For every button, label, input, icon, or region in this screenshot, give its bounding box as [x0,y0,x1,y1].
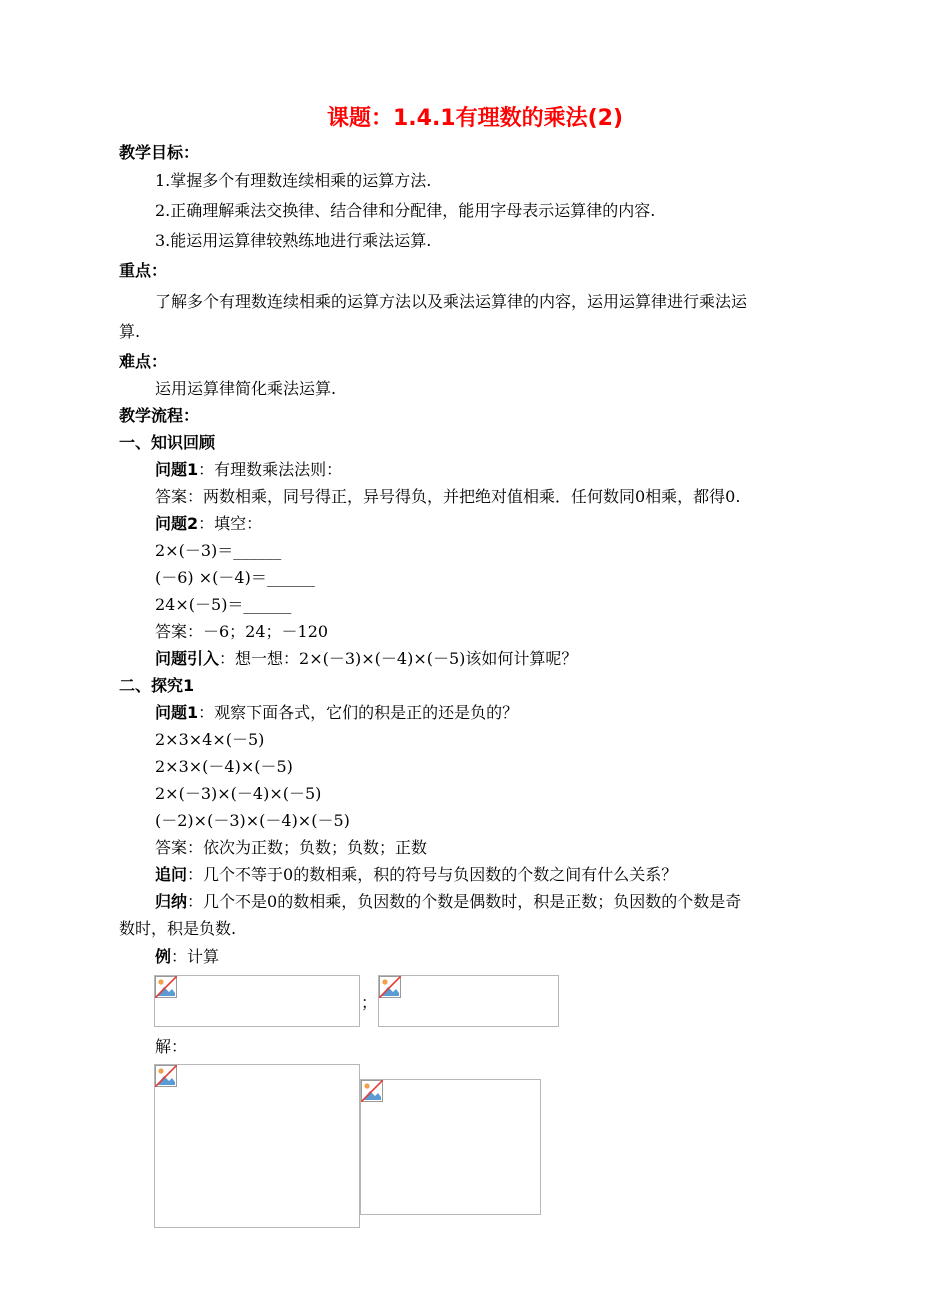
s1-question1-label: 问题1 [155,460,199,479]
s2-example-label: 例 [155,947,172,966]
s1-question2-label: 问题2 [155,514,199,533]
s1-intro-label: 问题引入 [155,649,220,668]
expression-item: 2×(－3)×(－4)×(－5) [155,784,322,803]
s1-intro-text: ：想一想：2×(－3)×(－4)×(－5)该如何计算呢？ [219,649,578,668]
broken-image-icon [155,1065,177,1087]
fill-blank-item: 24×(－5)＝______ [155,595,292,614]
s1-intro [155,648,577,670]
s1-question2 [155,513,262,535]
s2-question1 [155,702,518,724]
s2-summary-text: ：几个不是0的数相乘，负因数的个数是偶数时，积是正数；负因数的个数是奇 [187,892,742,911]
solution-label: 解： [155,1037,188,1056]
s2-question1-text: ：观察下面各式，它们的积是正的还是负的？ [198,703,519,722]
difficulties-text: 运用运算律简化乘法运算. [155,379,337,398]
s2-summary-cont: 数时，积是负数. [119,919,237,938]
objective-item: 3.能运用运算律较熟练地进行乘法运算. [155,231,432,250]
expression-item: 2×3×4×(－5) [155,730,265,749]
s2-summary-label: 归纳 [155,892,188,911]
broken-image-placeholder [378,975,559,1027]
s2-summary [155,891,741,913]
s1-question2-text: ：填空： [198,514,263,533]
broken-image-icon [155,976,177,998]
key-points-heading: 重点： [119,261,168,280]
objective-item: 1.掌握多个有理数连续相乘的运算方法. [155,171,432,190]
section2-heading: 二、探究1 [119,676,195,695]
s2-answer: 答案：依次为正数；负数；负数；正数 [155,838,428,857]
s2-example-text: ：计算 [171,947,220,966]
s2-followup-text: ：几个不等于0的数相乘，积的符号与负因数的个数之间有什么关系？ [187,865,678,884]
s1-answer1: 答案：两数相乘，同号得正，异号得负，并把绝对值相乘．任何数同0相乘，都得0. [155,487,741,506]
broken-image-icon [361,1080,383,1102]
s2-question1-label: 问题1 [155,703,199,722]
key-points-text: 了解多个有理数连续相乘的运算方法以及乘法运算律的内容，运用运算律进行乘法运 [155,292,748,311]
broken-image-placeholder [154,975,360,1027]
s1-question1 [155,459,342,481]
fill-blank-item: 2×(－3)＝______ [155,541,282,560]
broken-image-placeholder [154,1064,360,1228]
s2-followup-label: 追问 [155,865,188,884]
s1-answer2: 答案：－6；24；－120 [155,622,329,641]
section1-heading: 一、知识回顾 [119,433,216,452]
key-points-text-cont: 算. [119,322,141,341]
broken-image-placeholder [360,1079,541,1215]
objective-item: 2.正确理解乘法交换律、结合律和分配律，能用字母表示运算律的内容. [155,201,656,220]
broken-image-icon [379,976,401,998]
s2-example [155,946,219,968]
separator: ； [361,993,378,1012]
fill-blank-item: (－6) ×(－4)＝______ [155,568,315,587]
s2-followup [155,864,677,886]
page-title: 课题：1.4.1有理数的乘法(2) [326,106,624,131]
flow-heading: 教学流程： [119,406,200,425]
difficulties-heading: 难点： [119,352,168,371]
objectives-heading: 教学目标： [119,143,200,162]
s1-question1-text: ：有理数乘法法则： [198,460,343,479]
expression-item: 2×3×(－4)×(－5) [155,757,293,776]
expression-item: (－2)×(－3)×(－4)×(－5) [155,811,350,830]
